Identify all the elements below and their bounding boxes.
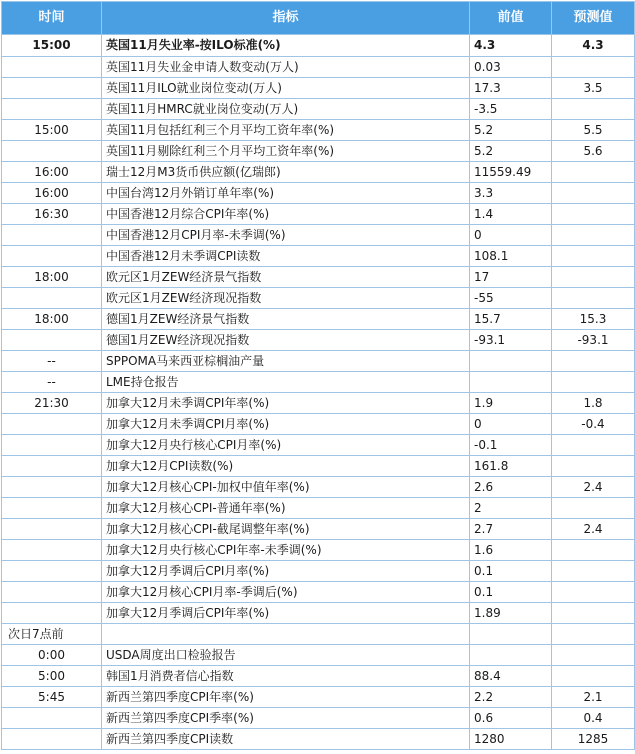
row-indicator: 中国台湾12月外销订单年率(%) [102,183,470,204]
row-previous: 0.03 [470,57,552,78]
row-time [2,330,102,351]
table-row [2,351,635,372]
row-previous: 1.9 [470,393,552,414]
row-time [2,603,102,624]
row-previous: 1.89 [470,603,552,624]
row-indicator: SPPOMA马来西亚棕榈油产量 [102,351,470,372]
header-row [2,2,635,35]
row-previous: 11559.49 [470,162,552,183]
row-forecast: 1.8 [552,393,635,414]
table-row [2,624,635,645]
row-indicator: LME持仓报告 [102,372,470,393]
row-previous: -3.5 [470,99,552,120]
row-previous: -55 [470,288,552,309]
row-forecast [552,99,635,120]
row-previous: 3.3 [470,183,552,204]
table-row [2,414,635,435]
table-row [2,372,635,393]
row-time: 次日7点前 [2,624,102,645]
row-time [2,456,102,477]
row-indicator: 加拿大12月央行核心CPI年率-未季调(%) [102,540,470,561]
table-row [2,666,635,687]
row-forecast [552,456,635,477]
row-previous: 1.4 [470,204,552,225]
row-indicator: 英国11月剔除红利三个月平均工资年率(%) [102,141,470,162]
row-forecast: 15.3 [552,309,635,330]
table-row [2,120,635,141]
row-indicator: 中国香港12月综合CPI年率(%) [102,204,470,225]
table-row [2,561,635,582]
header-indicator: 指标 [102,2,470,35]
row-forecast [552,645,635,666]
header-previous: 前值 [470,2,552,35]
row-indicator: 加拿大12月季调后CPI月率(%) [102,561,470,582]
row-time: 15:00 [2,120,102,141]
table-row [2,288,635,309]
row-forecast: 0.4 [552,708,635,729]
row-previous [470,645,552,666]
table-row [2,393,635,414]
row-time [2,519,102,540]
row-indicator: 欧元区1月ZEW经济现况指数 [102,288,470,309]
row-forecast [552,57,635,78]
row-time [2,78,102,99]
row-indicator: 新西兰第四季度CPI季率(%) [102,708,470,729]
row-previous: 0.6 [470,708,552,729]
table-row [2,330,635,351]
row-indicator: 英国11月失业金申请人数变动(万人) [102,57,470,78]
row-indicator: 加拿大12月核心CPI-加权中值年率(%) [102,477,470,498]
row-time: 0:00 [2,645,102,666]
row-forecast [552,666,635,687]
row-forecast [552,267,635,288]
table-row [2,645,635,666]
row-forecast [552,582,635,603]
table-row [2,540,635,561]
row-time [2,708,102,729]
row-previous: 5.2 [470,120,552,141]
row-forecast: 2.4 [552,477,635,498]
row-previous: 2.2 [470,687,552,708]
row-time [2,246,102,267]
table-row [2,309,635,330]
calendar-table [1,1,635,750]
row-indicator: 欧元区1月ZEW经济景气指数 [102,267,470,288]
row-forecast: 2.1 [552,687,635,708]
table-row [2,477,635,498]
table-row [2,183,635,204]
row-previous: 108.1 [470,246,552,267]
row-forecast: 3.5 [552,78,635,99]
row-forecast [552,561,635,582]
row-forecast: 1285 [552,729,635,750]
row-indicator: 加拿大12月核心CPI-普通年率(%) [102,498,470,519]
row-previous: 17.3 [470,78,552,99]
row-indicator: 加拿大12月核心CPI-截尾调整年率(%) [102,519,470,540]
table-row [2,498,635,519]
row-forecast [552,246,635,267]
row-indicator: 加拿大12月CPI读数(%) [102,456,470,477]
row-time [2,57,102,78]
row-time: -- [2,351,102,372]
row-indicator: 德国1月ZEW经济景气指数 [102,309,470,330]
row-time [2,498,102,519]
table-row [2,35,635,57]
header-time: 时间 [2,2,102,35]
calendar-body [2,35,635,750]
row-forecast [552,204,635,225]
row-previous: 2 [470,498,552,519]
table-row [2,603,635,624]
row-time [2,540,102,561]
row-previous: 0.1 [470,561,552,582]
row-indicator: 德国1月ZEW经济现况指数 [102,330,470,351]
row-previous: 88.4 [470,666,552,687]
row-previous: 2.7 [470,519,552,540]
row-time: 21:30 [2,393,102,414]
row-forecast: 5.5 [552,120,635,141]
row-previous [470,372,552,393]
row-forecast: -93.1 [552,330,635,351]
table-row [2,57,635,78]
row-forecast [552,351,635,372]
row-previous: 2.6 [470,477,552,498]
table-row [2,225,635,246]
row-previous: -0.1 [470,435,552,456]
row-time: 16:30 [2,204,102,225]
row-forecast: 2.4 [552,519,635,540]
row-previous: 0 [470,414,552,435]
row-forecast [552,288,635,309]
row-time [2,225,102,246]
table-row [2,687,635,708]
row-time: 15:00 [2,35,102,57]
row-previous: 17 [470,267,552,288]
row-time [2,729,102,750]
row-forecast [552,603,635,624]
row-previous: -93.1 [470,330,552,351]
row-forecast [552,162,635,183]
row-indicator: 新西兰第四季度CPI年率(%) [102,687,470,708]
table-row [2,519,635,540]
row-previous: 0 [470,225,552,246]
row-previous: 15.7 [470,309,552,330]
row-forecast: 4.3 [552,35,635,57]
row-indicator: 中国香港12月CPI月率-未季调(%) [102,225,470,246]
row-forecast [552,183,635,204]
row-forecast [552,498,635,519]
row-indicator [102,624,470,645]
row-indicator: 加拿大12月央行核心CPI月率(%) [102,435,470,456]
row-forecast [552,372,635,393]
row-previous: 161.8 [470,456,552,477]
table-row [2,141,635,162]
row-time: 5:00 [2,666,102,687]
table-row [2,267,635,288]
row-indicator: 加拿大12月季调后CPI年率(%) [102,603,470,624]
row-forecast [552,624,635,645]
row-indicator: 英国11月HMRC就业岗位变动(万人) [102,99,470,120]
row-indicator: 新西兰第四季度CPI读数 [102,729,470,750]
row-time [2,582,102,603]
row-time: 16:00 [2,183,102,204]
row-time [2,288,102,309]
table-row [2,99,635,120]
row-previous: 5.2 [470,141,552,162]
row-indicator: 韩国1月消费者信心指数 [102,666,470,687]
table-row [2,204,635,225]
row-indicator: 英国11月ILO就业岗位变动(万人) [102,78,470,99]
row-forecast [552,435,635,456]
row-previous [470,624,552,645]
row-indicator: 英国11月包括红利三个月平均工资年率(%) [102,120,470,141]
row-time [2,561,102,582]
header-forecast: 预测值 [552,2,635,35]
row-time: 5:45 [2,687,102,708]
row-indicator: USDA周度出口检验报告 [102,645,470,666]
table-row [2,435,635,456]
row-time: 18:00 [2,309,102,330]
row-previous: 1.6 [470,540,552,561]
table-row [2,246,635,267]
table-row [2,162,635,183]
table-row [2,729,635,750]
table-row [2,708,635,729]
row-time [2,99,102,120]
row-time: -- [2,372,102,393]
row-previous: 4.3 [470,35,552,57]
row-time: 16:00 [2,162,102,183]
row-indicator: 加拿大12月未季调CPI月率(%) [102,414,470,435]
row-indicator: 英国11月失业率-按ILO标准(%) [102,35,470,57]
row-indicator: 瑞士12月M3货币供应额(亿瑞郎) [102,162,470,183]
row-time [2,414,102,435]
row-previous: 1280 [470,729,552,750]
table-row [2,582,635,603]
row-indicator: 加拿大12月未季调CPI年率(%) [102,393,470,414]
row-previous: 0.1 [470,582,552,603]
row-time: 18:00 [2,267,102,288]
row-indicator: 中国香港12月未季调CPI读数 [102,246,470,267]
table-row [2,456,635,477]
row-time [2,477,102,498]
row-time [2,141,102,162]
row-forecast [552,225,635,246]
table-row [2,78,635,99]
row-forecast: 5.6 [552,141,635,162]
row-indicator: 加拿大12月核心CPI月率-季调后(%) [102,582,470,603]
row-forecast: -0.4 [552,414,635,435]
row-time [2,435,102,456]
row-previous [470,351,552,372]
row-forecast [552,540,635,561]
